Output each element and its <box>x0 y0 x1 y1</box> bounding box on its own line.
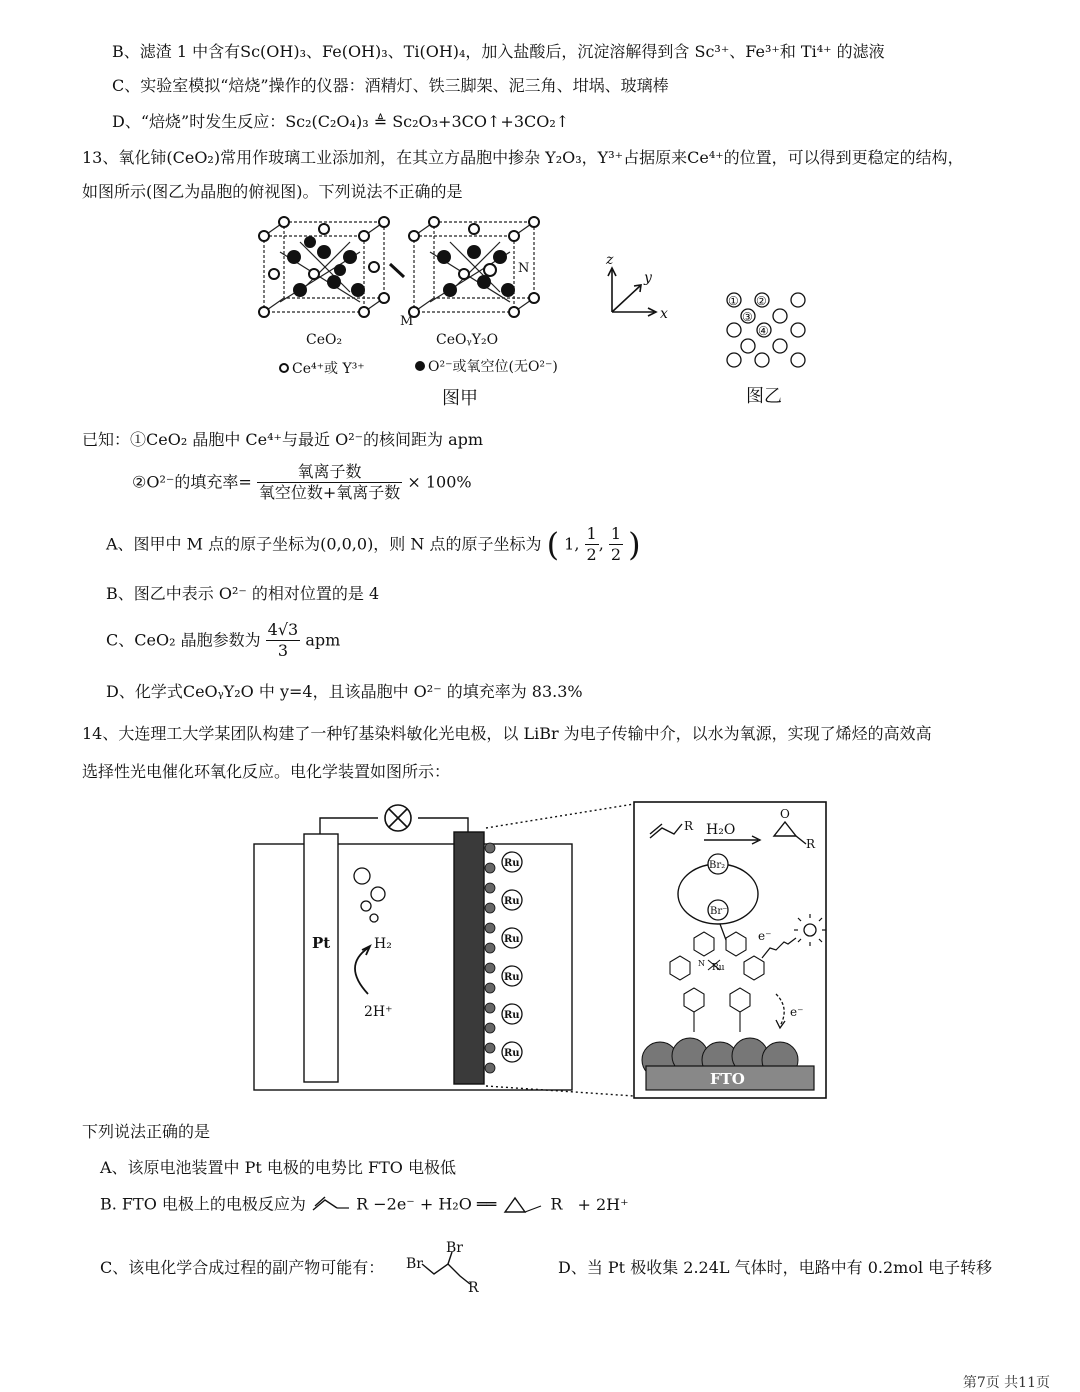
ru-label-4: Ru <box>504 972 520 983</box>
q14-b-mid: R −2e⁻ + H₂O ══ <box>356 1194 497 1214</box>
pos-3: ③ <box>742 310 753 324</box>
dibromide-br1: Br <box>406 1256 423 1272</box>
q13-option-d: D、化学式CeOᵧY₂O 中 y=4，且该晶胞中 O²⁻ 的填充率为 83.3% <box>106 682 583 701</box>
fto-electrode <box>454 832 484 1084</box>
q12-option-b: B、滤渣 1 中含有Sc(OH)₃、Fe(OH)₃、Ti(OH)₄，加入盐酸后，沉淀溶解得到含 Sc³⁺、Fe³⁺和 Ti⁴⁺ 的滤液 <box>112 42 885 61</box>
paren-open: ( <box>546 525 560 564</box>
known2-suffix: × 100% <box>407 472 472 492</box>
q13-a-prefix: A、图甲中 M 点的原子坐标为(0,0,0)，则 N 点的原子坐标为 <box>106 534 542 554</box>
known2-prefix: ②O²⁻的填充率= <box>132 472 252 492</box>
label-ceoyy2o: CeOᵧY₂O <box>436 332 499 348</box>
q13-a-d2: 2 <box>610 545 622 564</box>
q13-a-coord1: 1, <box>564 534 580 554</box>
q14-question: 下列说法正确的是 <box>82 1122 211 1141</box>
q12-option-c: C、实验室模拟“焙烧”操作的仪器：酒精灯、铁三脚架、泥三角、坩埚、玻璃棒 <box>112 76 669 95</box>
ru-center-label: Ru <box>712 963 725 973</box>
q14-stem-line1: 14、大连理工大学某团队构建了一种钌基染料敏化光电极，以 LiBr 为电子传输中介，以水为氧源，实现了烯烃的高效高 <box>82 724 932 743</box>
axis-z: z <box>606 252 614 268</box>
pos-2: ② <box>756 294 767 308</box>
n-label: N <box>698 959 705 968</box>
q13-a-n2: 1 <box>610 524 622 543</box>
q13-stem-line1: 13、氧化铈(CeO₂)常用作玻璃工业添加剂，在其立方晶胞中掺杂 Y₂O₃，Y³⁺占据原来Ce⁴⁺的位置，可以得到更稳定的结构， <box>82 148 964 167</box>
ru-label-3: Ru <box>504 934 520 945</box>
known2-denominator: 氧空位数+氧离子数 <box>258 483 401 502</box>
ru-label-1: Ru <box>504 858 520 869</box>
q13-stem-line2: 如图所示(图乙为晶胞的俯视图)。下列说法不正确的是 <box>82 182 463 201</box>
q14-option-c: C、该电化学合成过程的副产物可能有： <box>100 1258 385 1277</box>
br2-label: Br₂ <box>709 860 726 871</box>
dibromide-br2: Br <box>446 1240 463 1256</box>
known2-fraction <box>257 462 402 503</box>
pos-1: ① <box>728 294 739 308</box>
caption-jia: 图甲 <box>442 388 478 409</box>
alkene-r: R <box>684 819 694 833</box>
axis-y: y <box>644 270 652 286</box>
pt-electrode <box>304 834 338 1082</box>
legend-cation: Ce⁴⁺或 Y³⁺ <box>292 361 365 377</box>
label-n: N <box>518 261 530 276</box>
q14-option-d: D、当 Pt 极收集 2.24L 气体时，电路中有 0.2mol 电子转移 <box>558 1258 993 1277</box>
h2-label: H₂ <box>374 936 392 952</box>
fto-label: FTO <box>710 1070 745 1088</box>
electron-label-1: e⁻ <box>758 929 772 943</box>
q13-a-d1: 2 <box>586 545 597 564</box>
legend-anion: O²⁻或氧空位(无O²⁻) <box>428 359 558 375</box>
q13-option-c <box>106 620 340 668</box>
pos-4: ④ <box>758 324 769 338</box>
q13-c-prefix: C、CeO₂ 晶胞参数为 <box>106 630 261 650</box>
known2-numerator: 氧离子数 <box>257 462 402 483</box>
ru-label-2: Ru <box>504 896 520 907</box>
q13-known-1: 已知：①CeO₂ 晶胞中 Ce⁴⁺与最近 O²⁻的核间距为 apm <box>82 430 484 449</box>
q13-c-suffix: apm <box>305 630 341 650</box>
epoxide-r: R <box>806 837 816 851</box>
alkene-structure-icon <box>311 1196 351 1214</box>
q13-c-num: 4√3 <box>267 620 299 639</box>
q14-option-a: A、该原电池装置中 Pt 电极的电势比 FTO 电极低 <box>100 1158 456 1177</box>
q14-b-prefix: B. FTO 电极上的电极反应为 <box>100 1194 306 1214</box>
label-ceo2: CeO₂ <box>306 332 343 348</box>
caption-yi: 图乙 <box>746 386 782 407</box>
ru-label-6: Ru <box>504 1048 520 1059</box>
q13-crystal-figure <box>240 212 840 412</box>
q14-electrochem-figure <box>250 798 830 1102</box>
q14-b-suffix: + 2H⁺ <box>577 1194 629 1214</box>
pt-label: Pt <box>312 934 331 952</box>
axis-x: x <box>660 306 668 322</box>
paren-close: ) <box>628 525 641 564</box>
br-minus-label: Br⁻ <box>710 906 728 917</box>
q14-stem-line2: 选择性光电催化环氧化反应。电化学装置如图所示： <box>82 762 451 781</box>
dibromide-r: R <box>468 1280 479 1294</box>
q14-b-r: R <box>550 1194 563 1214</box>
page-footer: 第7页 共11页 <box>962 1375 1050 1391</box>
h-plus-label: 2H⁺ <box>364 1004 393 1020</box>
dibromide-structure-icon <box>404 1240 494 1294</box>
label-m: M <box>400 314 414 329</box>
q12-option-d: D、“焙烧”时发生反应：Sc₂(C₂O₄)₃ ≜ Sc₂O₃+3CO↑+3CO₂↑ <box>112 112 570 131</box>
q13-a-n1: 1 <box>586 524 597 543</box>
q13-option-a: A、图甲中 M 点的原子坐标为(0,0,0)，则 N 点的原子坐标为 ( 1, $\frac{1}{2}$ , $\frac{1}{2}$ ) <box>106 524 641 564</box>
q13-c-den: 3 <box>277 641 289 660</box>
epoxide-o: O <box>780 807 790 821</box>
electron-label-2: e⁻ <box>790 1005 804 1019</box>
epoxide-structure-icon <box>501 1192 545 1218</box>
ru-dyes <box>502 852 522 1062</box>
ru-label-5: Ru <box>504 1010 520 1021</box>
q13-option-b: B、图乙中表示 O²⁻ 的相对位置的是 4 <box>106 584 380 603</box>
q14-option-b <box>100 1192 629 1226</box>
h2o-label: H₂O <box>706 822 736 838</box>
q13-known-2 <box>132 462 472 510</box>
